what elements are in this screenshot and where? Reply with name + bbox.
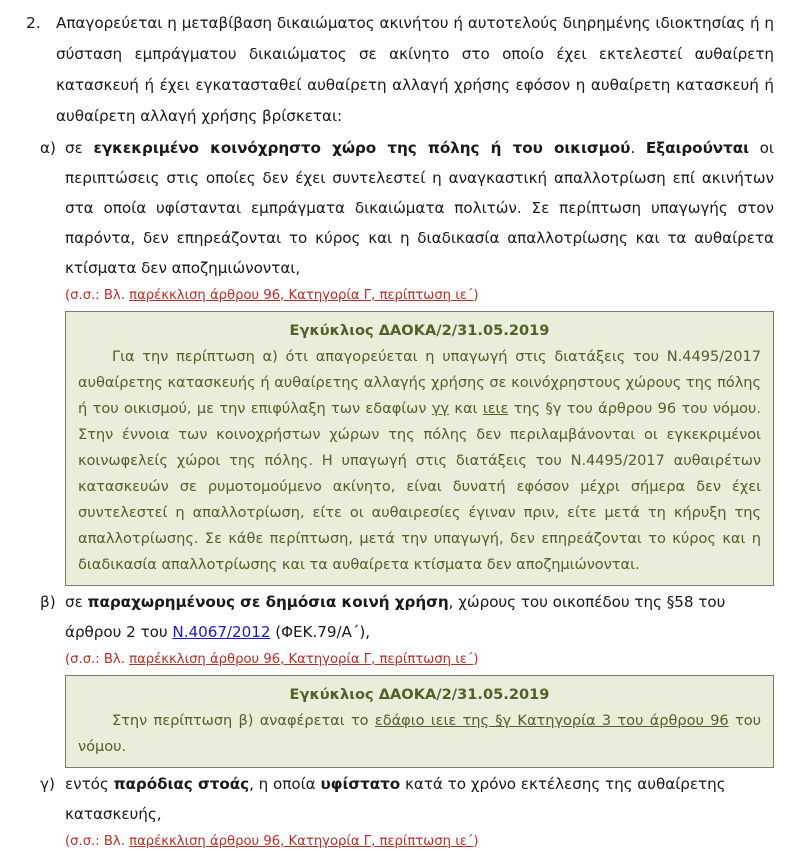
alpha-after-bold: . — [630, 139, 646, 157]
gamma-lead-bold: παρόδιας στοάς — [113, 775, 250, 793]
subitem-beta-marker: β) — [40, 593, 56, 611]
editorial-note-gamma — [65, 831, 774, 852]
circular-alpha-part-1: Για την περίπτωση α) ότι απαγορεύεται η υπαγωγή στις διατάξεις του Ν.4495/2017 αυθαίρετης κατασκευής ή αυθαίρετης αλλαγής χρήσης σε κοινόχρηστους χώρους της πόλης ή του οικισμού, με την επιφύλαξη των εδαφίων — [78, 348, 761, 417]
subitem-gamma-text — [65, 769, 774, 829]
beta-mid: , χώρους του οικοπέδου της §58 του άρθρου 2 του — [65, 593, 726, 641]
subitem-gamma-content — [65, 769, 774, 852]
note-beta-suffix: ) — [473, 652, 479, 667]
note-alpha-prefix: (σ.σ.: Βλ. — [65, 288, 130, 303]
subitem-gamma — [18, 769, 774, 852]
circular-box-beta — [65, 675, 774, 768]
subitem-beta — [18, 587, 774, 768]
circular-beta-part-2: του νόμου. — [78, 712, 761, 755]
editorial-note-beta — [65, 649, 774, 670]
note-alpha-link[interactable]: παρέκκλιση άρθρου 96, Κατηγορία Γ, περίπτωση ιε΄ — [129, 288, 474, 303]
note-gamma-prefix: (σ.σ.: Βλ. — [65, 834, 130, 849]
gamma-lead-plain: εντός — [65, 775, 114, 793]
clause-number: 2. — [26, 14, 41, 32]
subitem-beta-text — [65, 587, 774, 647]
editorial-note-alpha — [65, 285, 774, 306]
note-gamma-link[interactable]: παρέκκλιση άρθρου 96, Κατηγορία Γ, περίπτωση ιε΄ — [129, 834, 474, 849]
circular-title-alpha: Εγκύκλιος ΔΑΟΚΑ/2/31.05.2019 — [289, 322, 550, 339]
beta-lead-bold: παραχωρημένους σε δημόσια κοινή χρήση — [87, 593, 449, 611]
circular-box-alpha — [65, 311, 774, 586]
alpha-lead-plain: σε — [65, 139, 94, 157]
gamma-bold-2: υφίστατο — [320, 775, 401, 793]
subitem-alpha-marker: α) — [40, 139, 56, 157]
subitem-gamma-marker: γ) — [40, 775, 55, 793]
circular-alpha-part-2: και — [449, 400, 483, 417]
alpha-bold-2: Εξαιρούνται — [645, 139, 749, 157]
subitem-alpha — [18, 133, 774, 586]
clause-text: Απαγορεύεται η μεταβίβαση δικαιώματος ακινήτου ή αυτοτελούς διηρημένης ιδιοκτησίας ή η σύσταση εμπράγματου δικαιώματος σε ακίνητο στο οποίο έχει εκτελεστεί αυθαίρετη κατασκευή ή έχει εγκατασταθεί αυθαίρετη αλλαγή χρήσης εφόσον η αυθαίρετη κατασκευή ή αυθαίρετη αλλαγή χρήσης βρίσκεται: — [56, 14, 774, 125]
circular-beta-part-1: Στην περίπτωση β) αναφέρεται το — [112, 712, 375, 729]
circular-alpha-underline-1: γγ — [431, 400, 450, 417]
subitem-beta-content — [65, 587, 774, 768]
circular-text-beta — [78, 708, 761, 760]
clause-body — [56, 8, 774, 132]
gamma-mid: , η οποία — [249, 775, 321, 793]
note-gamma-suffix: ) — [473, 834, 479, 849]
circular-beta-underline-1: εδάφιο ιειε της §γ Κατηγορία 3 του άρθρου 96 — [374, 712, 729, 729]
subitem-alpha-text — [65, 133, 774, 283]
beta-lead-plain: σε — [65, 593, 88, 611]
alpha-rest: οι περιπτώσεις στις οποίες δεν έχει συντελεστεί η αναγκαστική απαλλοτρίωση επί ακινήτων στα οποία υφίστανται εμπράγματα δικαιώματα πολιτών. Σε περίπτωση υπαγωγής στον παρόντα, δεν επηρεάζονται το κύρος και η διαδικασία απαλλοτρίωσης και τα αυθαίρετα κτίσματα δεν αποζημιώνονται, — [65, 139, 775, 277]
note-beta-prefix: (σ.σ.: Βλ. — [65, 652, 130, 667]
law-link-n4067[interactable]: Ν.4067/2012 — [172, 623, 271, 641]
circular-title-beta: Εγκύκλιος ΔΑΟΚΑ/2/31.05.2019 — [289, 686, 550, 703]
circular-text-alpha — [78, 344, 761, 578]
note-alpha-suffix: ) — [473, 288, 479, 303]
subitem-alpha-content — [65, 133, 774, 586]
circular-alpha-underline-2: ιειε — [482, 400, 509, 417]
alpha-lead-bold: εγκεκριμένο κοινόχρηστο χώρο της πόλης ή του οικισμού — [93, 139, 631, 157]
clause-2 — [18, 8, 774, 132]
note-beta-link[interactable]: παρέκκλιση άρθρου 96, Κατηγορία Γ, περίπτωση ιε΄ — [129, 652, 474, 667]
beta-tail: (ΦΕΚ.79/Α΄), — [270, 623, 371, 641]
circular-alpha-part-3: της §γ του άρθρου 96 του νόμου. Στην έννοια των κοινοχρήστων χώρων της πόλης δεν περιλαμβάνονται οι εγκεκριμένοι κοινωφελείς χώροι της πόλης. Η υπαγωγή στις διατάξεις του Ν.4495/2017 αυθαιρέτων κατασκευών σε ρυμοτομούμενο ακίνητο, είναι δυνατή εφόσον μέχρι σήμερα δεν έχει συντελεστεί η απαλλοτρίωση, είτε οι αυθαιρεσίες έγιναν πριν, είτε μετά τη κήρυξη της απαλλοτρίωσης. Σε κάθε περίπτωση, μετά την υπαγωγή, δεν επηρεάζονται το κύρος και η διαδικασία απαλλοτρίωσης και τα αυθαίρετα κτίσματα δεν αποζημιώνονται. — [78, 400, 761, 573]
gamma-rest: κατά το χρόνο εκτέλεσης της αυθαίρετης κατασκευής, — [65, 775, 726, 823]
